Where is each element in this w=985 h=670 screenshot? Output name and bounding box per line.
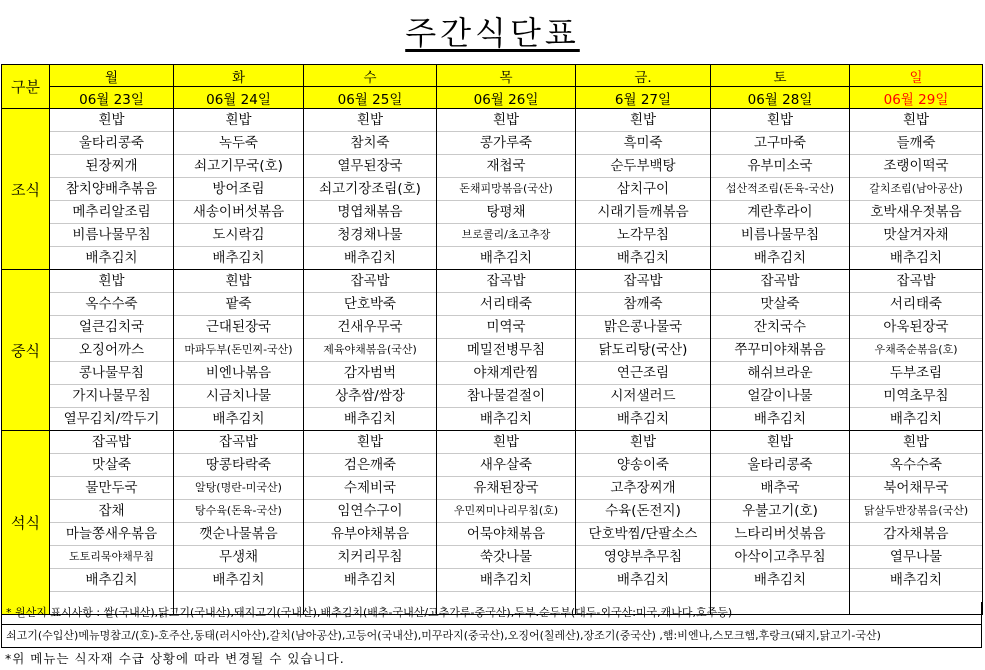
menu-item: 알탕(명란-미국산) (174, 477, 303, 500)
menu-item: 유부야채볶음 (304, 523, 436, 546)
menu-item: 방어조림 (174, 178, 303, 201)
origin-note-2: 쇠고기(수입산)메뉴명참고/(호)-호주산,동태(러시아산),갈치(남아공산),고등어(국내산),미꾸라지(중국산),오징어(칠레산),장조기(중국산) ,햄:비엔나,스모크햄,후랑크(돼지,닭고기-국산) (1, 625, 982, 648)
menu-item: 재첩국 (437, 155, 575, 178)
menu-item: 우불고기(호) (711, 500, 849, 523)
menu-item: 열무나물 (850, 546, 982, 569)
day-name-sunday: 일 (850, 65, 983, 87)
menu-item: 배추김치 (711, 569, 849, 592)
day-date-sunday: 06월 29일 (850, 87, 983, 109)
day-name: 목 (437, 65, 576, 87)
menu-item: 양송이죽 (576, 454, 710, 477)
menu-cell (576, 109, 711, 270)
menu-item: 잡곡밥 (711, 270, 849, 293)
menu-item: 배추김치 (50, 569, 173, 592)
menu-item: 쑥갓나물 (437, 546, 575, 569)
menu-item: 우채죽순볶음(호) (850, 339, 982, 362)
menu-item: 흰밥 (850, 109, 982, 132)
menu-item: 순두부백탕 (576, 155, 710, 178)
menu-item: 흰밥 (711, 109, 849, 132)
menu-item: 시래기들깨볶음 (576, 201, 710, 224)
menu-item: 도토리묵야채무침 (50, 546, 173, 569)
menu-item: 잡곡밥 (437, 270, 575, 293)
menu-item: 열무김치/깍두기 (63, 411, 160, 427)
menu-item: 단호박찜/단팔소스 (576, 523, 710, 546)
menu-item: 팥죽 (174, 293, 303, 316)
menu-item: 서리태죽 (437, 293, 575, 316)
day-date: 06월 23일 (50, 87, 174, 109)
menu-item: 참치죽 (304, 132, 436, 155)
menu-item: 마늘쫑새우볶음 (50, 523, 173, 546)
menu-item: 닭살두반장볶음(국산) (850, 500, 982, 523)
menu-item: 흰밥 (711, 431, 849, 454)
menu-item: 새송이버섯볶음 (174, 201, 303, 224)
menu-cell (576, 431, 711, 615)
menu-item: 맑은콩나물국 (576, 316, 710, 339)
menu-item: 느타리버섯볶음 (711, 523, 849, 546)
menu-item: 미역초무침 (850, 385, 982, 408)
menu-cell (174, 109, 304, 270)
menu-item: 쇠고기무국(호) (174, 155, 303, 178)
menu-cell (850, 270, 983, 431)
menu-item: 흰밥 (50, 109, 173, 132)
menu-item: 명엽채볶음 (304, 201, 436, 224)
menu-cell (50, 431, 174, 615)
day-date: 06월 25일 (304, 87, 437, 109)
day-date: 6월 27일 (576, 87, 711, 109)
menu-item: 참치양배추볶음 (50, 178, 173, 201)
menu-item: 배추김치 (212, 411, 265, 427)
menu-item: 돈채피망볶음(국산) (437, 178, 575, 201)
menu-item: 새우살죽 (437, 454, 575, 477)
menu-item: 어묵야채볶음 (437, 523, 575, 546)
menu-item: 근대된장국 (174, 316, 303, 339)
menu-cell (304, 431, 437, 615)
menu-cell (304, 270, 437, 431)
menu-item: 연근조림 (576, 362, 710, 385)
menu-item: 배추김치 (437, 569, 575, 592)
category-header: 구분 (2, 65, 50, 109)
menu-item: 조랭이떡국 (850, 155, 982, 178)
menu-item: 맛살죽 (711, 293, 849, 316)
menu-item: 잡곡밥 (304, 270, 436, 293)
menu-item: 노각무침 (576, 224, 710, 247)
menu-item: 맛살겨자채 (850, 224, 982, 247)
menu-item: 수제비국 (304, 477, 436, 500)
menu-item: 유부미소국 (711, 155, 849, 178)
menu-item: 무생채 (174, 546, 303, 569)
menu-item: 배추김치 (850, 569, 982, 592)
menu-item: 흰밥 (850, 431, 982, 454)
menu-cell (50, 109, 174, 270)
menu-item: 아삭이고추무침 (711, 546, 849, 569)
menu-item: 된장찌개 (50, 155, 173, 178)
notes (1, 602, 982, 670)
menu-cell (304, 109, 437, 270)
menu-item: 흰밥 (174, 270, 303, 293)
menu-item: 시저샐러드 (576, 385, 710, 408)
menu-item: 참깨죽 (576, 293, 710, 316)
menu-item: 제육야채볶음(국산) (304, 339, 436, 362)
menu-item: 땅콩타락죽 (174, 454, 303, 477)
menu-item: 쭈꾸미야채볶음 (711, 339, 849, 362)
menu-item: 배추김치 (85, 250, 138, 266)
menu-item: 두부조림 (850, 362, 982, 385)
menu-item: 배추김치 (304, 569, 436, 592)
menu-item: 열무된장국 (304, 155, 436, 178)
menu-item: 검은깨죽 (304, 454, 436, 477)
menu-cell (50, 270, 174, 431)
menu-item: 배추김치 (343, 411, 397, 427)
menu-item: 치커리무침 (304, 546, 436, 569)
menu-item: 잡곡밥 (50, 431, 173, 454)
menu-item: 콩가루죽 (437, 132, 575, 155)
page-title: 주간식단표 (405, 14, 580, 52)
meal-label: 석식 (2, 431, 50, 615)
menu-item: 참나물겉절이 (437, 385, 575, 408)
menu-item: 서리태죽 (850, 293, 982, 316)
weekly-menu-table (1, 64, 983, 615)
menu-item: 배추김치 (174, 569, 303, 592)
menu-item: 깻순나물볶음 (174, 523, 303, 546)
menu-cell (711, 109, 850, 270)
menu-item: 배추김치 (753, 411, 807, 427)
menu-item: 얼갈이나물 (711, 385, 849, 408)
day-name: 화 (174, 65, 304, 87)
meal-label: 중식 (2, 270, 50, 431)
menu-item: 배추김치 (576, 569, 710, 592)
menu-item: 잡곡밥 (174, 431, 303, 454)
menu-item: 메밀전병무침 (437, 339, 575, 362)
menu-item: 유채된장국 (437, 477, 575, 500)
menu-item: 옥수수죽 (850, 454, 982, 477)
menu-item: 고추장찌개 (576, 477, 710, 500)
day-name: 월 (50, 65, 174, 87)
day-name: 수 (304, 65, 437, 87)
menu-item: 아욱된장국 (850, 316, 982, 339)
menu-item: 잔치국수 (711, 316, 849, 339)
menu-item: 배추김치 (616, 411, 670, 427)
origin-note-1: * 원산지 표시사항 : 쌀(국내산),닭고기(국내산),돼지고기(국내산),배추김치(배추-국내산/고추가루-중국산),두부.순두부(대두-외국산:미국,캐나다,호주등) (1, 602, 982, 625)
menu-cell (174, 431, 304, 615)
menu-item: 임연수구이 (304, 500, 436, 523)
menu-item: 배추김치 (753, 250, 807, 266)
day-date: 06월 24일 (174, 87, 304, 109)
menu-item: 흰밥 (437, 431, 575, 454)
menu-item: 건새우무국 (304, 316, 436, 339)
day-date: 06월 26일 (437, 87, 576, 109)
menu-item: 비름나물무침 (711, 224, 849, 247)
menu-item: 흰밥 (304, 431, 436, 454)
menu-item: 잡채 (50, 500, 173, 523)
menu-item: 청경채나물 (304, 224, 436, 247)
menu-item: 물만두국 (50, 477, 173, 500)
menu-item: 배추김치 (212, 250, 265, 266)
meal-label: 조식 (2, 109, 50, 270)
menu-item: 들깨죽 (850, 132, 982, 155)
menu-item: 콩나물무침 (50, 362, 173, 385)
menu-item: 우민찌미나리무침(호) (437, 500, 575, 523)
menu-item: 잡곡밥 (576, 270, 710, 293)
menu-item: 흰밥 (576, 431, 710, 454)
menu-item: 배추김치 (616, 250, 670, 266)
menu-cell (576, 270, 711, 431)
menu-item: 비엔나볶음 (174, 362, 303, 385)
menu-item: 배추김치 (889, 411, 943, 427)
menu-item: 녹두죽 (174, 132, 303, 155)
menu-item: 브로콜리/초고추장 (437, 224, 575, 247)
menu-cell (437, 431, 576, 615)
menu-item: 섭산적조림(돈육-국산) (711, 178, 849, 201)
menu-item: 야채계란찜 (437, 362, 575, 385)
menu-item: 울타리콩죽 (711, 454, 849, 477)
menu-item: 고구마죽 (711, 132, 849, 155)
menu-item: 도시락김 (174, 224, 303, 247)
menu-item: 비름나물무침 (50, 224, 173, 247)
menu-item: 옥수수죽 (50, 293, 173, 316)
menu-item: 흑미죽 (576, 132, 710, 155)
menu-item: 호박새우젓볶음 (850, 201, 982, 224)
menu-item: 삼치구이 (576, 178, 710, 201)
day-name: 금. (576, 65, 711, 87)
menu-item: 북어채무국 (850, 477, 982, 500)
menu-item: 해쉬브라운 (711, 362, 849, 385)
menu-item: 흰밥 (174, 109, 303, 132)
menu-cell (850, 109, 983, 270)
menu-item: 잡곡밥 (850, 270, 982, 293)
menu-item: 배추김치 (889, 250, 943, 266)
change-notice: *위 메뉴는 식자재 수급 상황에 따라 변경될 수 있습니다. (5, 651, 345, 666)
menu-item: 쇠고기장조림(호) (304, 178, 436, 201)
menu-item: 맛살죽 (50, 454, 173, 477)
day-date: 06월 28일 (711, 87, 850, 109)
menu-item: 계란후라이 (711, 201, 849, 224)
menu-item: 탕평채 (437, 201, 575, 224)
menu-item: 흰밥 (576, 109, 710, 132)
menu-item: 오징어까스 (50, 339, 173, 362)
menu-cell (174, 270, 304, 431)
menu-cell (850, 431, 983, 615)
menu-item: 미역국 (437, 316, 575, 339)
menu-cell (711, 431, 850, 615)
menu-item: 시금치나물 (174, 385, 303, 408)
menu-item: 흰밥 (304, 109, 436, 132)
menu-cell (711, 270, 850, 431)
menu-cell (437, 270, 576, 431)
menu-item: 얼큰김치국 (50, 316, 173, 339)
menu-item: 상추쌈/쌈장 (304, 385, 436, 408)
menu-item: 감자범벅 (304, 362, 436, 385)
menu-item: 배추국 (711, 477, 849, 500)
menu-item: 울타리콩죽 (50, 132, 173, 155)
menu-item: 영양부추무침 (576, 546, 710, 569)
menu-item: 갈치조림(남아공산) (850, 178, 982, 201)
menu-item: 탕수육(돈육-국산) (174, 500, 303, 523)
menu-item: 수육(돈전지) (576, 500, 710, 523)
menu-item: 감자채볶음 (850, 523, 982, 546)
menu-item: 가지나물무침 (50, 385, 173, 408)
menu-item: 배추김치 (343, 250, 397, 266)
menu-cell (437, 109, 576, 270)
menu-item: 흰밥 (50, 270, 173, 293)
menu-item: 단호박죽 (304, 293, 436, 316)
menu-item: 배추김치 (479, 411, 533, 427)
day-name: 토 (711, 65, 850, 87)
menu-item: 배추김치 (479, 250, 533, 266)
menu-item: 닭도리탕(국산) (576, 339, 710, 362)
menu-item: 마파두부(돈민찌-국산) (174, 339, 303, 362)
menu-item: 메추리알조림 (50, 201, 173, 224)
menu-item: 흰밥 (437, 109, 575, 132)
